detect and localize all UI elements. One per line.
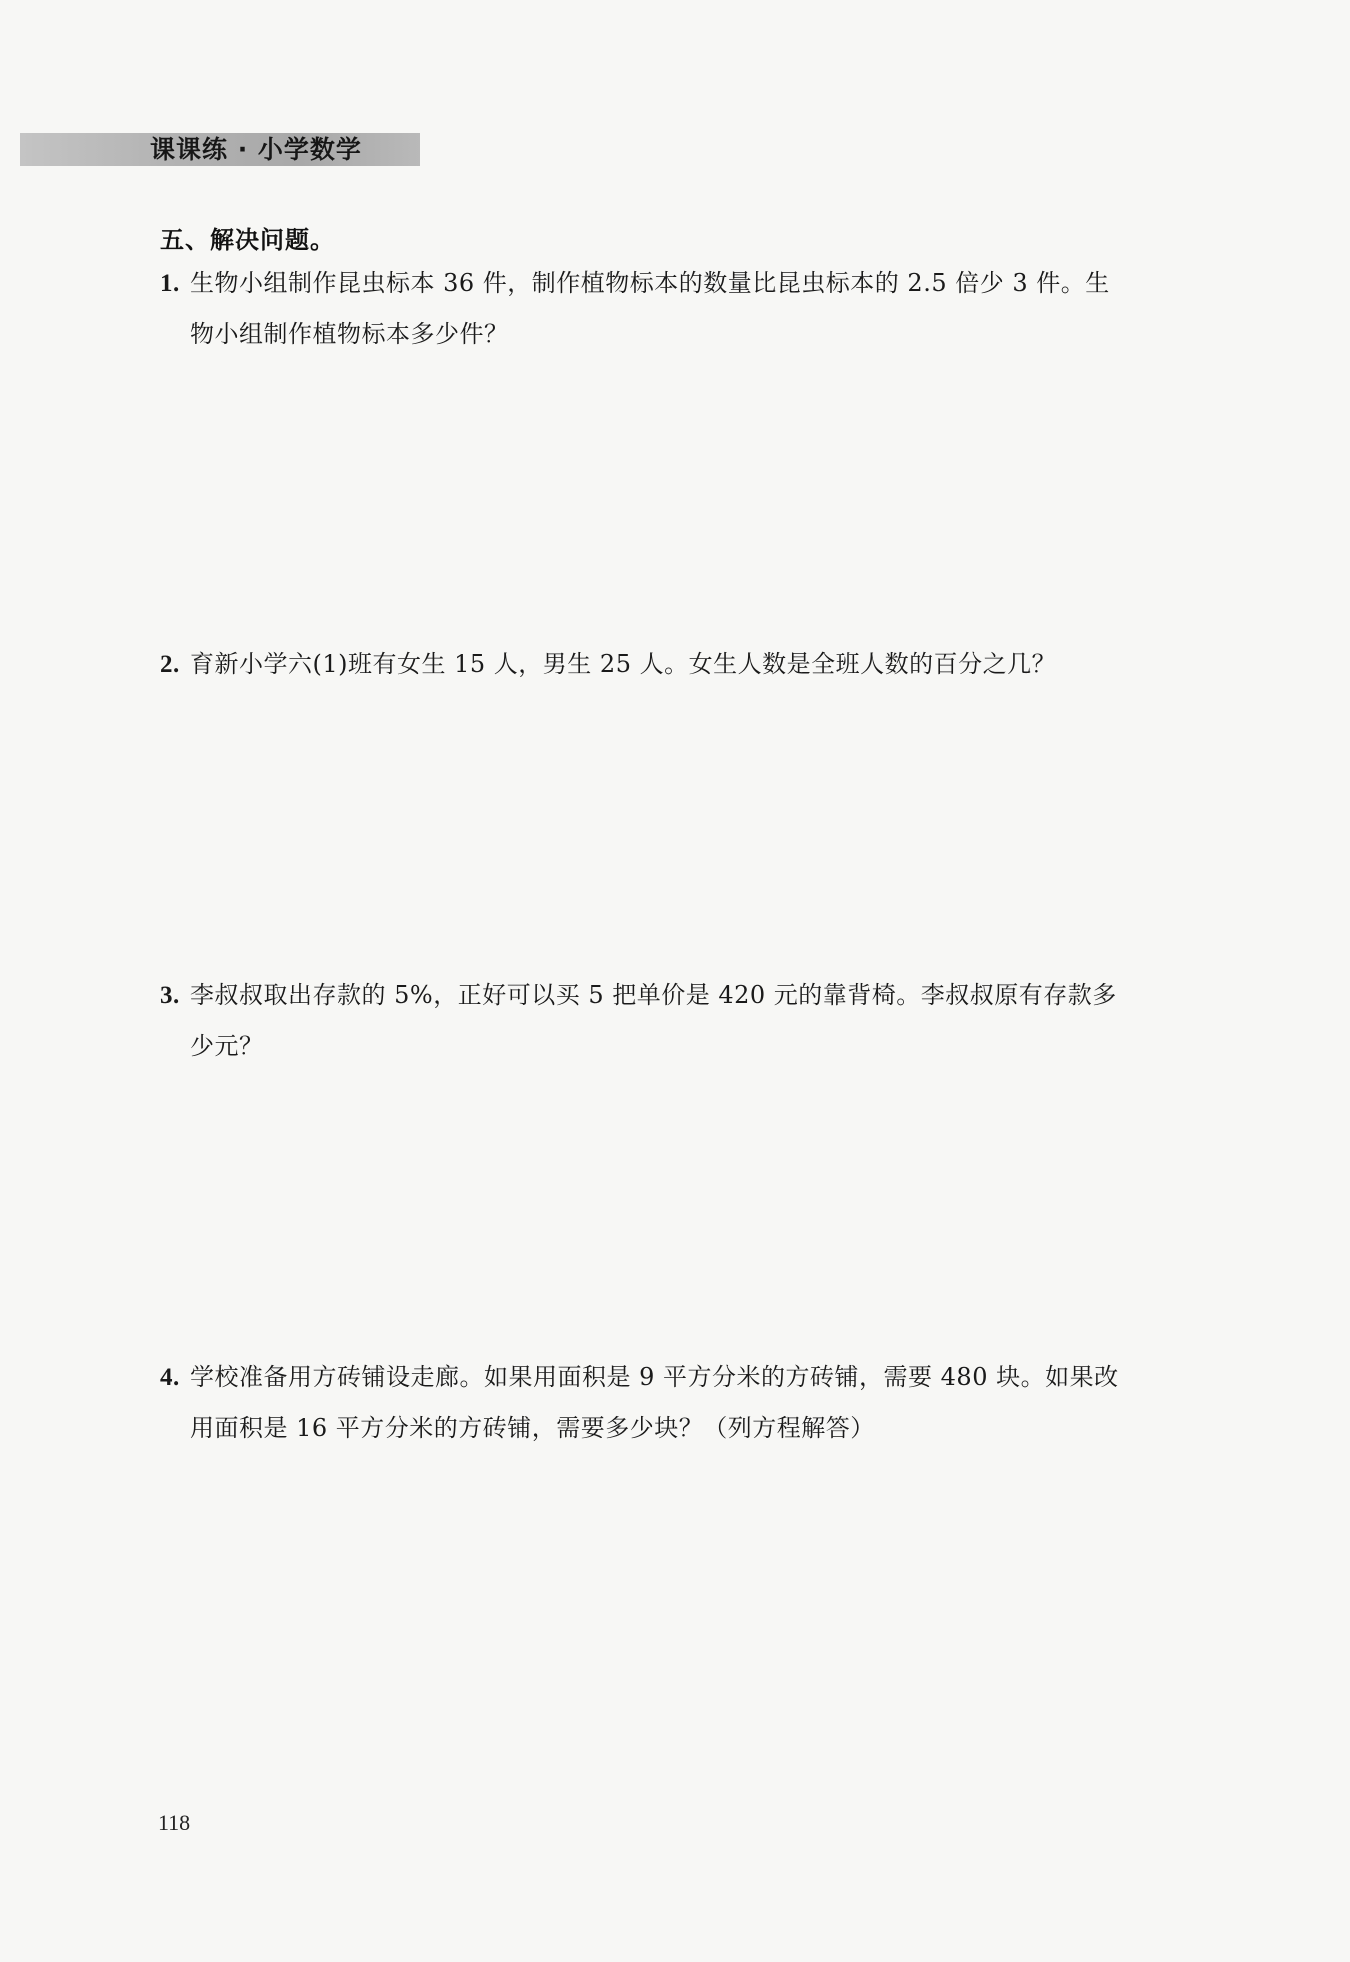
question-3 [160, 970, 1210, 1071]
question-4-line-1 [160, 1352, 1210, 1403]
question-1-line-2: 物小组制作植物标本多少件？ [190, 320, 509, 348]
question-text: 学校准备用方砖铺设走廊。如果用面积是 9 平方分米的方砖铺，需要 480 块。如果改 [190, 1363, 1119, 1391]
question-3-line-1 [160, 970, 1210, 1021]
question-text: 生物小组制作昆虫标本 36 件，制作植物标本的数量比昆虫标本的 2.5 倍少 3 件。生 [190, 269, 1110, 297]
question-number: 3. [160, 982, 180, 1009]
question-2-line-1 [160, 639, 1210, 690]
question-3-line-2: 少元？ [190, 1032, 264, 1060]
question-1-line-1 [160, 258, 1210, 309]
question-text: 育新小学六(1)班有女生 15 人，男生 25 人。女生人数是全班人数的百分之几？ [190, 650, 1057, 678]
question-number: 4. [160, 1364, 180, 1391]
question-number: 1. [160, 270, 180, 297]
book-title: 课课练 · 小学数学 [150, 135, 362, 164]
question-1 [160, 258, 1210, 359]
page-number: 118 [158, 1810, 191, 1835]
question-2 [160, 639, 1210, 690]
question-4-line-2: 用面积是 16 平方分米的方砖铺，需要多少块？（列方程解答） [190, 1414, 875, 1442]
section-title: 五、解决问题。 [160, 226, 335, 254]
question-text: 李叔叔取出存款的 5%，正好可以买 5 把单价是 420 元的靠背椅。李叔叔原有存款多 [190, 981, 1117, 1009]
question-4 [160, 1352, 1210, 1453]
question-number: 2. [160, 651, 180, 678]
